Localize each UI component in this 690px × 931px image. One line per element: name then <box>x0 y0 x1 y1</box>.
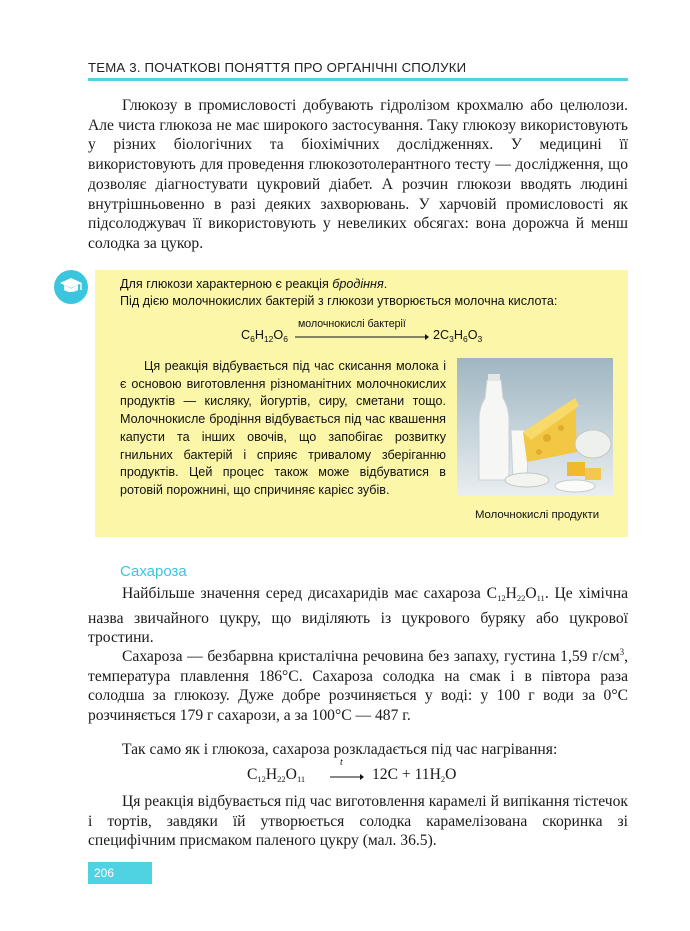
section-title: Сахароза <box>120 563 187 580</box>
reaction-arrow <box>295 333 429 341</box>
sucrose-paragraph-2: Сахароза — безбарвна кристалічна речовина без запаху, густина 1,59 $г/см^3$, температура плавлення 186°С. Сахароза солодка на смак і в півтора раза солодша за глюкозу. Дуже добре розчиняється у воді: у 100 г води за 0°С розчиняється 179 г сахарози, а за 100°С — 487 г. <box>88 647 628 725</box>
equation-arrow <box>330 773 364 781</box>
note-line-1: Для глюкози характерною є реакція бродіння. <box>120 277 388 291</box>
graduation-cap-icon <box>54 270 88 304</box>
intro-paragraph: Глюкозу в промисловості добувають гідролізом крохмалю або целюлози. Але чиста глюкоза не має широкого застосування. Таку глюкозу використовують у різних біологічних та біохімічних дослідженнях. У медицині її використовують для проведення глюкозотолерантного тесту — дослідження, що дозволяє діагностувати цукровий діабет. А розчин глюкози вводять людині внутрішньовенно в разі деяких захворювань. У харчовій промисловості як підсолоджувач її використовують у невеликих обсягах: вона дорожча й менш солодка за цукор. <box>88 97 628 252</box>
page-number: 206 <box>94 866 115 880</box>
note-body: Ця реакція відбувається під час скисання молока і є основою виготовлення різноманітних молочнокислих продуктів — кисляку, йогуртів, сиру, сметани тощо. Молочнокисле бродіння відбувається під час квашення капусти та інших овочів, що запобігає розвитку гнильних бактерій і сприяє тривалому зберіганню продуктів. Цей процес також може відбуватися в ротовій порожнині, що спричиняє карієс зубів. <box>120 359 446 497</box>
dairy-products-photo <box>457 358 613 496</box>
reaction-left: $C_6H_{12}O_6$ <box>241 328 288 344</box>
sucrose-paragraph-3: Так само як і глюкоза, сахароза розкладається під час нагрівання: <box>122 741 558 758</box>
sucrose-paragraph-1: Найбільше значення серед дисахаридів має сахароза $C_{12}H_{22}O_{11}$. Це хімічна назва звичайного цукру, що виділяють із цукрового буряку або цукрової тростини. <box>88 585 628 647</box>
running-header: ТЕМА 3. ПОЧАТКОВІ ПОНЯТТЯ ПРО ОРГАНІЧНІ СПОЛУКИ <box>88 60 467 75</box>
header-rule <box>88 78 628 81</box>
note-line-2: Під дією молочнокислих бактерій з глюкози утворюється молочна кислота: <box>120 294 558 308</box>
photo-caption: Молочнокислі продукти <box>474 509 600 521</box>
reaction-right: $2C_3H_6O_3$ <box>433 328 483 344</box>
reaction-condition: молочнокислі бактерії <box>298 318 406 330</box>
equation-condition: t <box>340 757 343 768</box>
sucrose-paragraph-4: Ця реакція відбувається під час виготовлення карамелі й випікання тістечок і тортів, завдяки їй утворюється солодка карамелізована скоринка зі специфічним присмаком паленого цукру (мал. 36.5). <box>88 793 628 850</box>
equation-left: $C_{12}H_{22}O_{11}$ <box>247 766 306 784</box>
equation-right: $12C + 11H_2O$ <box>372 766 457 784</box>
